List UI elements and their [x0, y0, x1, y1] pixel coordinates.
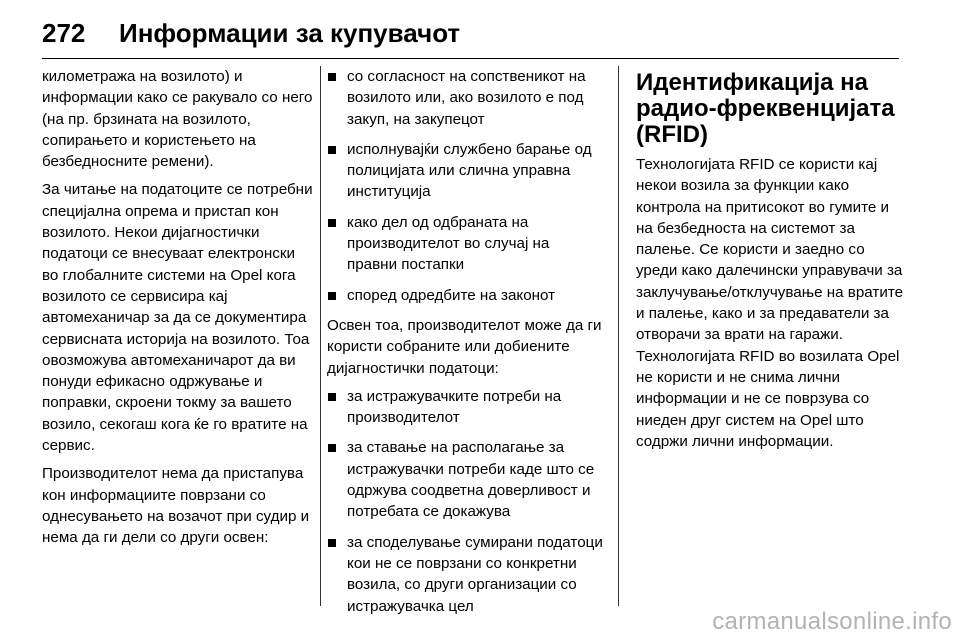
- page-number: 272: [42, 18, 86, 48]
- page-title: Информации за купувачот: [119, 18, 461, 48]
- list-item: [327, 212, 603, 276]
- section-heading: Идентификација на радио-фреквенцијата (RFID): [636, 69, 895, 148]
- text-column-1: [42, 66, 314, 556]
- page-header: [42, 14, 902, 60]
- list-item-text: исполнувајќи службено барање од полицијата или слична управна институција: [347, 140, 592, 201]
- square-bullet-icon: [328, 539, 336, 547]
- list-item-text: според одредбите на законот: [347, 286, 556, 304]
- paragraph: Технологијата RFID се користи кај некои возила за функции како контрола на притисокот во гумите и на безбедноста на системот за палење. Се користи и заедно со уреди како далечински управувачи за заклучување/отклучување на вратите и палење, како и за предаватели за отворачи за врати на гаражи. Технологијата RFID во возилата Opel не користи и не снима лични информации и не се поврзува со ниеден друг систем на Opel што содржи лични информации.: [636, 156, 904, 450]
- list-item-text: со согласност на сопственикот на возилото или, ако возилото е под закуп, на закупецот: [347, 68, 586, 128]
- column-divider: [618, 66, 619, 606]
- list-item-text: за споделување сумирани податоци кои не се поврзани со конкретни возила, со други организации со истражувачка цел: [347, 533, 603, 615]
- column-divider: [320, 66, 321, 606]
- list-item: [327, 285, 603, 306]
- paragraph: За читање на податоците се потребни специјална опрема и пристап кон возилото. Некои дијагностички податоци се внесуваат електронски во глобалните системи на Opel кога возилото се сервисира кај автомеханичар за да се документира сервисната историја на возилото. Тоа овозможува автомеханичарот да ви понуди ефикасно одржување и поправки, скроени токму за вашето возило, секогаш кога ќе го вратите на сервис.: [42, 181, 313, 455]
- text-column-2: [327, 66, 603, 626]
- list-item: [327, 66, 603, 130]
- square-bullet-icon: [328, 292, 336, 300]
- square-bullet-icon: [328, 444, 336, 452]
- paragraph: Производителот нема да пристапува кон информациите поврзани со однесувањето на возачот при судир и нема да ги дели со други освен:: [42, 465, 310, 547]
- paragraph: Освен тоа, производителот може да ги користи собраните или добиените дијагностички податоци:: [327, 316, 602, 377]
- list-item-text: за ставање на располагање за истражувачки потреби каде што се одржува соодветна доверливост и потребата се докажува: [347, 439, 595, 521]
- header-divider: [42, 58, 899, 59]
- list-item: [327, 386, 603, 429]
- list-item: [327, 532, 603, 617]
- list-item-text: за истражувачките потреби на производителот: [347, 387, 562, 427]
- square-bullet-icon: [328, 146, 336, 154]
- paragraph: километража на возилото) и информации како се ракувало со него (на пр. брзината на возилото, сопирањето и користењето на безбедносните ремени).: [42, 68, 313, 171]
- list-item: [327, 139, 603, 203]
- bullet-list-usage: [327, 386, 603, 617]
- bullet-list-disclosure: [327, 66, 603, 306]
- square-bullet-icon: [328, 73, 336, 81]
- list-item-text: како дел од одбраната на производителот во случај на правни постапки: [347, 213, 550, 274]
- watermark: carmanualsonline.info: [712, 608, 952, 635]
- list-item: [327, 437, 603, 522]
- square-bullet-icon: [328, 219, 336, 227]
- square-bullet-icon: [328, 393, 336, 401]
- text-column-3: [636, 66, 904, 459]
